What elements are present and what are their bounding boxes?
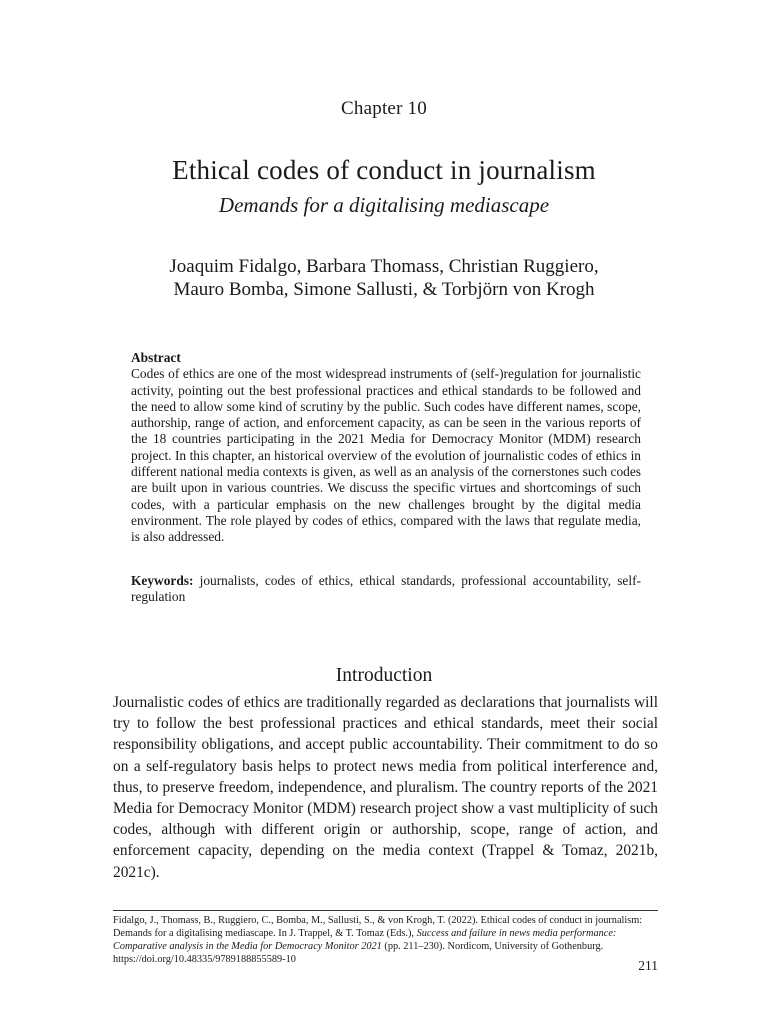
citation-footnote: [113, 914, 658, 966]
footnote-text-start: Fidalgo, J., Thomass, B., Ruggiero, C., Bomba, M., Sallusti, S., & von Krogh, T. (2022). Ethical codes of conduct in journalism: Demands for a digitalising mediascape. In J. Trappel, & T. Tomaz (Eds.),: [113, 915, 643, 939]
author-list: [0, 255, 768, 301]
introduction-heading: Introduction: [335, 665, 433, 686]
keywords-text: journalists, codes of ethics, ethical standards, professional accountability, self-regulation: [131, 573, 641, 605]
page-number: 211: [638, 958, 658, 973]
keywords-label: Keywords:: [131, 573, 194, 588]
abstract-block: [131, 350, 641, 546]
footnote-text-end: (pp. 211–230). Nordicom, University of Gothenburg. https://doi.org/10.48335/9789188855589-10: [113, 941, 604, 965]
footnote-book-title: Success and failure in news media performance: Comparative analysis in the Media for Democracy Monitor 2021: [113, 928, 617, 952]
abstract-text: Codes of ethics are one of the most widespread instruments of (self-)regulation for journalistic activity, pointing out the best professional practices and ethical standards to be followed and the need to allow some kind of scrutiny by the public. Such codes have different names, scope, authorship, range of action, and enforcement capacity, as can be seen in the various reports of the 18 countries participating in the 2021 Media for Democracy Monitor (MDM) research project. In this chapter, an historical overview of the evolution of journalistic codes of ethics in different national media contexts is given, as well as an analysis of the cornerstones such codes are built upon in various countries. We discuss the specific virtues and shortcomings of such codes, with a particular emphasis on the new challenges brought by the digital media environment. The role played by codes of ethics, compared with the laws that regulate media, is also addressed.: [131, 366, 641, 545]
chapter-label: Chapter 10: [341, 98, 427, 119]
abstract-heading: Abstract: [131, 350, 181, 365]
chapter-title: Ethical codes of conduct in journalism: [172, 155, 596, 185]
footnote-divider: [113, 910, 658, 911]
chapter-subtitle: Demands for a digitalising mediascape: [218, 193, 550, 217]
author-line-1: Joaquim Fidalgo, Barbara Thomass, Christian Ruggiero,: [169, 256, 599, 277]
author-line-2: Mauro Bomba, Simone Sallusti, & Torbjörn von Krogh: [173, 279, 595, 300]
keywords-block: [131, 573, 641, 606]
introduction-paragraph: Journalistic codes of ethics are traditionally regarded as declarations that journalists will try to follow the best professional practices and ethical standards, meet their social responsibility obligations, and accept public accountability. Their commitment to do so on a self-regulatory basis helps to protect news media from political interference and, thus, to preserve freedom, independence, and pluralism. The country reports of the 2021 Media for Democracy Monitor (MDM) research project show a vast multiplicity of such codes, although with different origin or authorship, scope, range of action, and enforcement capacity, depending on the media context (Trappel & Tomaz, 2021b, 2021c).: [113, 694, 658, 881]
